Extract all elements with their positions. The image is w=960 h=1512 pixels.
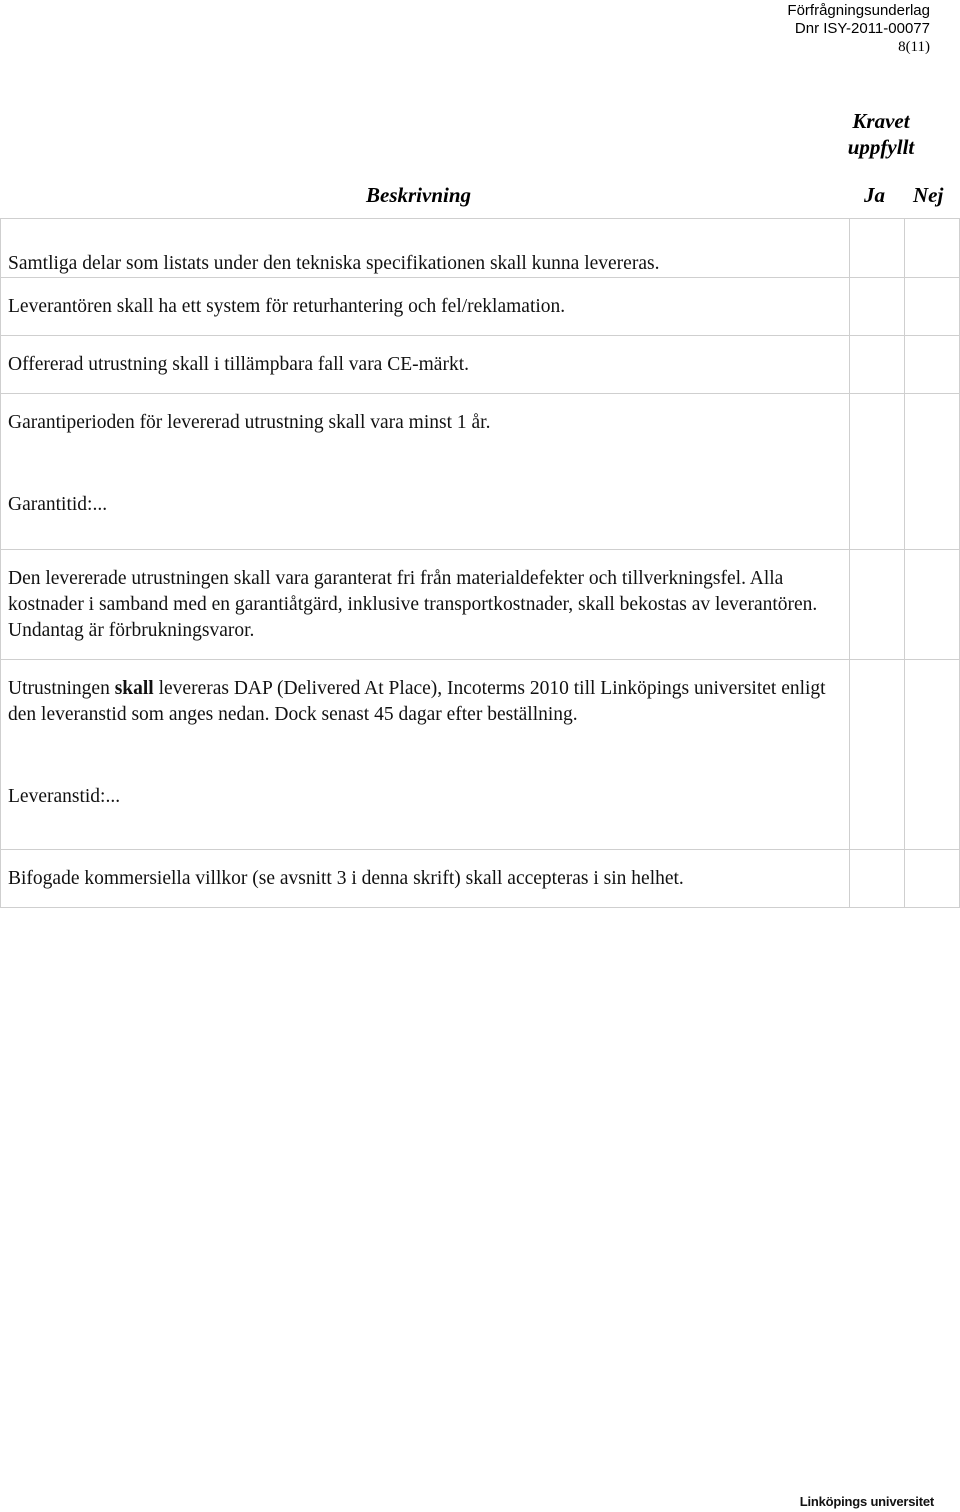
- requirements-table: [0, 218, 960, 908]
- requirement-text-part: levereras DAP (Delivered At Place), Incoterms 2010 till Linköpings universitet enligt den leveranstid som anges nedan. Dock senast 45 dagar efter beställning.: [8, 678, 826, 725]
- requirement-description: [1, 219, 850, 278]
- requirement-text: Bifogade kommersiella villkor (se avsnitt 3 i denna skrift) skall accepteras i sin helhet.: [8, 868, 684, 889]
- table-row: [1, 336, 960, 394]
- requirement-text: Leverantören skall ha ett system för returhantering och fel/reklamation.: [8, 296, 566, 317]
- table-row: [1, 660, 960, 850]
- requirement-text: Garantiperioden för levererad utrustning skall vara minst 1 år.: [8, 412, 491, 433]
- no-checkbox-cell[interactable]: [905, 219, 960, 278]
- yes-checkbox-cell[interactable]: [850, 660, 905, 850]
- yes-checkbox-cell[interactable]: [850, 336, 905, 394]
- yes-checkbox-cell[interactable]: [850, 850, 905, 908]
- requirement-fulfilled-heading: [826, 108, 936, 160]
- no-heading: Nej: [913, 183, 944, 207]
- table-row: [1, 219, 960, 278]
- requirement-text-part: Utrustningen: [8, 678, 115, 699]
- page-number: 8(11): [898, 39, 930, 55]
- requirement-description: [1, 550, 850, 660]
- table-row: [1, 394, 960, 550]
- requirement-text: [8, 676, 843, 728]
- description-heading: Beskrivning: [366, 183, 472, 207]
- no-checkbox-cell[interactable]: [905, 660, 960, 850]
- yes-checkbox-cell[interactable]: [850, 550, 905, 660]
- table-row: [1, 278, 960, 336]
- uppfyllt-label: uppfyllt: [847, 135, 915, 159]
- no-checkbox-cell[interactable]: [905, 550, 960, 660]
- table-row: [1, 850, 960, 908]
- warranty-time-field: Garantitid:...: [8, 494, 108, 515]
- requirement-description: [1, 336, 850, 394]
- no-checkbox-cell[interactable]: [905, 278, 960, 336]
- table-row: [1, 550, 960, 660]
- requirement-description: [1, 660, 850, 850]
- no-checkbox-cell[interactable]: [905, 336, 960, 394]
- yes-checkbox-cell[interactable]: [850, 219, 905, 278]
- requirement-text: Offererad utrustning skall i tillämpbara fall vara CE-märkt.: [8, 354, 469, 375]
- requirement-description: [1, 278, 850, 336]
- yes-heading: Ja: [864, 183, 885, 207]
- requirement-text: Den levererade utrustningen skall vara garanterat fri från materialdefekter och tillverkningsfel. Alla kostnader i samband med en garantiåtgärd, inklusive transportkostnader, skall bekostas av leverantören. Undantag är förbrukningsvaror.: [8, 568, 818, 641]
- university-logo: Linköpings universitet: [799, 1494, 934, 1509]
- no-checkbox-cell[interactable]: [905, 394, 960, 550]
- document-type: Förfrågningsunderlag: [787, 2, 930, 19]
- requirement-description: [1, 850, 850, 908]
- no-checkbox-cell[interactable]: [905, 850, 960, 908]
- kravet-label: Kravet: [852, 109, 910, 133]
- yes-checkbox-cell[interactable]: [850, 394, 905, 550]
- delivery-time-field: Leveranstid:...: [8, 786, 121, 807]
- document-number: Dnr ISY-2011-00077: [794, 20, 930, 37]
- requirement-text: Samtliga delar som listats under den tekniska specifikationen skall kunna levereras.: [8, 253, 660, 274]
- requirement-emphasis: skall: [114, 678, 154, 699]
- requirement-description: [1, 394, 850, 550]
- yes-checkbox-cell[interactable]: [850, 278, 905, 336]
